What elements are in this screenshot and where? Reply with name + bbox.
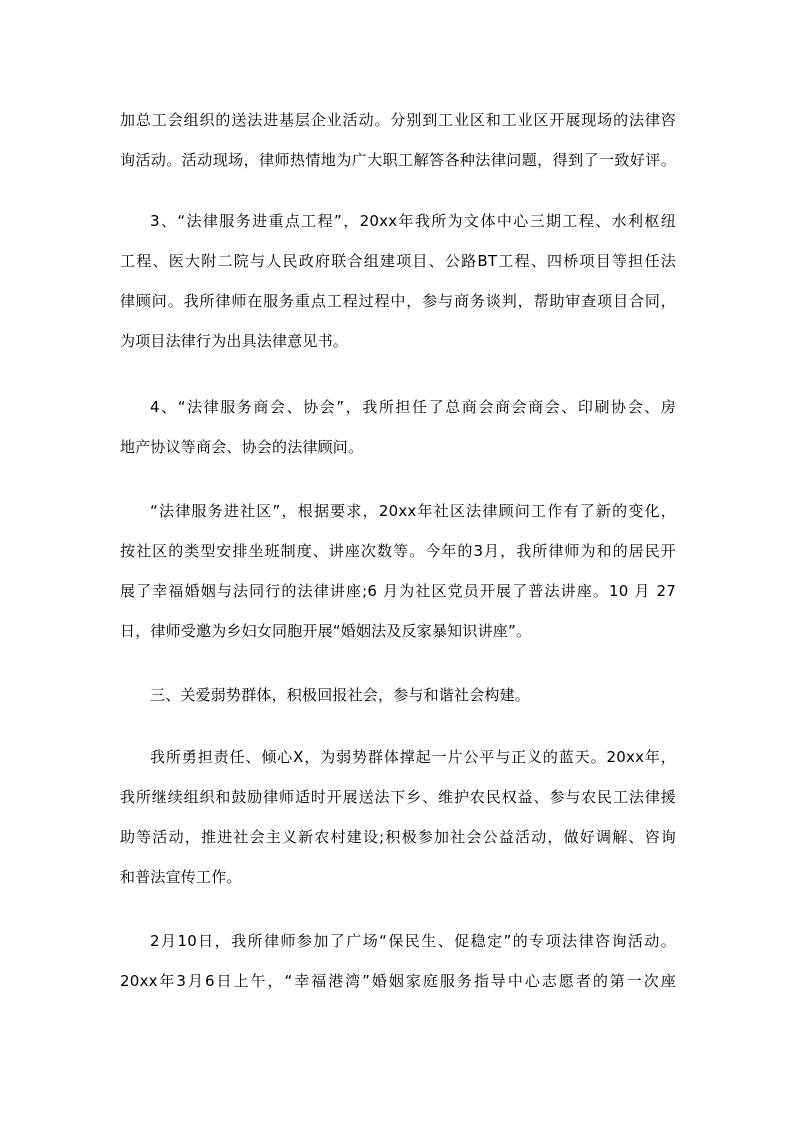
paragraph-line: 20xx年3月6日上午，“幸福港湾”婚姻家庭服务指导中心志愿者的第一次座 (120, 972, 676, 990)
paragraph-line: 律顾问。我所律师在服务重点工程过程中，参与商务谈判，帮助审查项目合同， (120, 292, 676, 310)
paragraph-line: 为项目法律行为出具法律意见书。 (120, 332, 349, 350)
paragraph-line: 4、“法律服务商会、协会”，我所担任了总商会商会商会、印刷协会、房 (150, 398, 676, 416)
paragraph-line: “法律服务进社区”，根据要求，20xx年社区法律顾问工作有了新的变化， (150, 502, 676, 520)
paragraph-line: 展了幸福婚姻与法同行的法律讲座;6 月为社区党员开展了普法讲座。10 月 27 (120, 582, 676, 600)
paragraph-line: 我所勇担责任、倾心X，为弱势群体撑起一片公平与正义的蓝天。20xx年， (150, 748, 676, 766)
paragraph-line: 3、“法律服务进重点工程”，20xx年我所为文体中心三期工程、水利枢纽 (150, 212, 676, 230)
paragraph-line: 2月10日，我所律师参加了广场“保民生、促稳定”的专项法律咨询活动。 (150, 932, 676, 950)
paragraph-line: 我所继续组织和鼓励律师适时开展送法下乡、维护农民权益、参与农民工法律援 (120, 788, 676, 806)
paragraph-line: 加总工会组织的送法进基层企业活动。分别到工业区和工业区开展现场的法律咨 (120, 111, 676, 129)
section-heading: 三、关爱弱势群体，积极回报社会，参与和谐社会构建。 (150, 686, 531, 704)
paragraph-line: 日，律师受邀为乡妇女同胞开展“婚姻法及反家暴知识讲座”。 (120, 622, 532, 640)
paragraph-line: 按社区的类型安排坐班制度、讲座次数等。今年的3月，我所律师为和的居民开 (120, 542, 676, 560)
paragraph-line: 和普法宣传工作。 (120, 868, 242, 886)
paragraph-line: 助等活动，推进社会主义新农村建设;积极参加社会公益活动，做好调解、咨询 (120, 828, 676, 846)
paragraph-line: 工程、医大附二院与人民政府联合组建项目、公路BT工程、四桥项目等担任法 (120, 252, 676, 270)
paragraph-line: 询活动。活动现场，律师热情地为广大职工解答各种法律问题，得到了一致好评。 (120, 151, 676, 169)
paragraph-line: 地产协议等商会、协会的法律顾问。 (120, 438, 364, 456)
